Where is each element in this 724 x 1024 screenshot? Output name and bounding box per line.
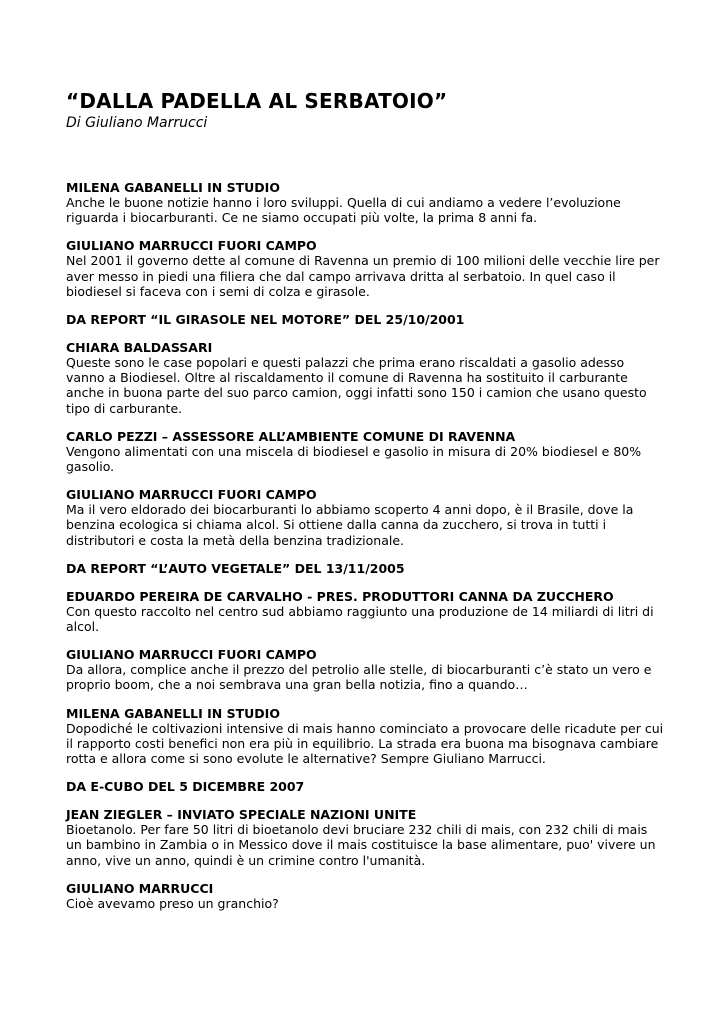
speaker-heading: DA REPORT “IL GIRASOLE NEL MOTORE” DEL 25/10/2001 (66, 312, 465, 328)
transcript-section (66, 238, 666, 299)
speaker-heading: MILENA GABANELLI IN STUDIO (66, 705, 280, 721)
speaker-text: Da allora, complice anche il prezzo del petrolio alle stelle, di biocarburanti c’è stato un vero e proprio boom, che a noi sembrava una gran bella notizia, fino a quando… (66, 662, 652, 693)
transcript-body (66, 180, 666, 911)
speaker-heading: GIULIANO MARRUCCI FUORI CAMPO (66, 487, 317, 503)
speaker-text: Queste sono le case popolari e questi palazzi che prima erano riscaldati a gasolio adesso vanno a Biodiesel. Oltre al riscaldamento il comune di Ravenna ha sostituito il carburante anche in buona parte del suo parco camion, oggi infatti sono 150 i camion che usano questo tipo di carburante. (66, 355, 647, 416)
transcript-section (66, 807, 666, 868)
speaker-heading: JEAN ZIEGLER – INVIATO SPECIALE NAZIONI UNITE (66, 807, 417, 823)
transcript-section (66, 312, 666, 327)
transcript-section (66, 340, 666, 416)
speaker-heading: MILENA GABANELLI IN STUDIO (66, 180, 280, 195)
speaker-heading: GIULIANO MARRUCCI FUORI CAMPO (66, 238, 317, 254)
speaker-heading: CHIARA BALDASSARI (66, 340, 213, 356)
transcript-section (66, 589, 666, 634)
speaker-text: Anche le buone notizie hanno i loro sviluppi. Quella di cui andiamo a vedere l’evoluzione riguarda i biocarburanti. Ce ne siamo occupati più volte, la prima 8 anni fa. (66, 195, 621, 226)
transcript-section (66, 706, 666, 767)
transcript-section (66, 647, 666, 692)
speaker-heading: GIULIANO MARRUCCI (66, 880, 214, 896)
speaker-heading: EDUARDO PEREIRA DE CARVALHO - PRES. PRODUTTORI CANNA DA ZUCCHERO (66, 588, 614, 604)
speaker-heading: CARLO PEZZI – ASSESSORE ALL’AMBIENTE COMUNE DI RAVENNA (66, 428, 516, 444)
document-title: “DALLA PADELLA AL SERBATOIO” (66, 89, 448, 113)
transcript-section (66, 180, 666, 225)
transcript-section (66, 561, 666, 576)
document-page (66, 88, 666, 924)
transcript-section (66, 487, 666, 548)
document-author: Di Giuliano Marrucci (66, 115, 208, 131)
transcript-section (66, 429, 666, 474)
speaker-heading: DA REPORT “L’AUTO VEGETALE” DEL 13/11/2005 (66, 560, 405, 576)
speaker-text: Nel 2001 il governo dette al comune di Ravenna un premio di 100 milioni delle vecchie lire per aver messo in piedi una filiera che dal campo arrivava dritta al serbatoio. In quel caso il biodiesel si faceva con i semi di colza e girasole. (66, 253, 660, 299)
speaker-text: Dopodiché le coltivazioni intensive di mais hanno cominciato a provocare delle ricadute per cui il rapporto costi benefici non era più in equilibrio. La strada era buona ma bisognava cambiare rotta e allora come si sono evolute le alternative? Sempre Giuliano Marrucci. (66, 720, 664, 767)
transcript-section (66, 779, 666, 794)
speaker-text: Cioè avevamo preso un granchio? (66, 895, 279, 911)
speaker-text: Ma il vero eldorado dei biocarburanti lo abbiamo scoperto 4 anni dopo, è il Brasile, dove la benzina ecologica si chiama alcol. Si ottiene dalla canna da zucchero, si trova in tutti i distributori e costa la metà della benzina tradizionale. (66, 502, 634, 548)
speaker-heading: DA E-CUBO DEL 5 DICEMBRE 2007 (66, 779, 305, 795)
transcript-section (66, 881, 666, 911)
speaker-text: Vengono alimentati con una miscela di biodiesel e gasolio in misura di 20% biodiesel e 80% gasolio. (66, 443, 642, 475)
speaker-heading: GIULIANO MARRUCCI FUORI CAMPO (66, 647, 317, 663)
speaker-text: Bioetanolo. Per fare 50 litri di bioetanolo devi bruciare 232 chili di mais, con 232 chili di mais un bambino in Zambia o in Messico dove il mais costituisce la base alimentare, puo' vivere un anno, vive un anno, quindi è un crimine contro l'umanità. (66, 822, 656, 868)
speaker-text: Con questo raccolto nel centro sud abbiamo raggiunto una produzione de 14 miliardi di litri di alcol. (66, 603, 654, 635)
